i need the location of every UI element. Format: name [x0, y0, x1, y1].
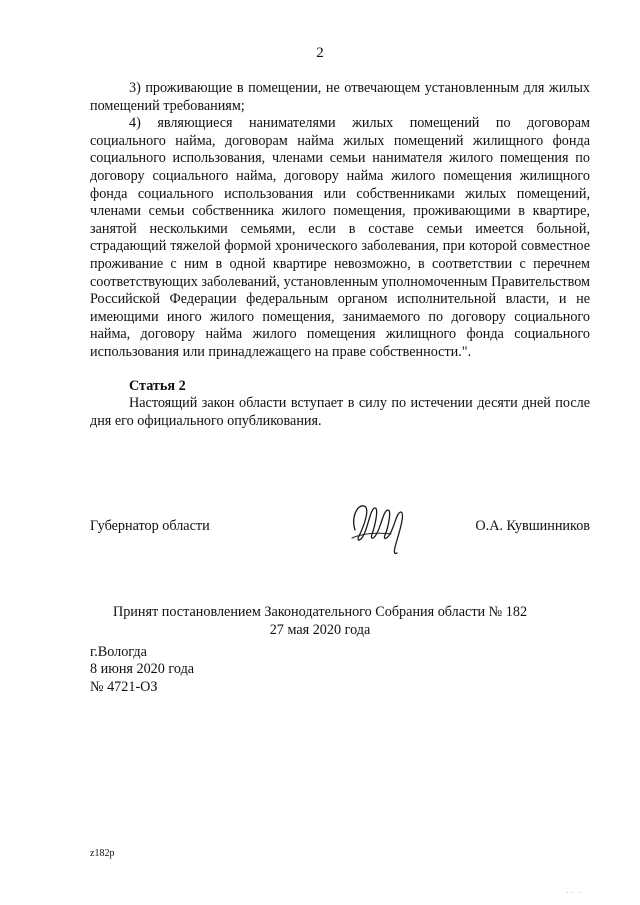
- signature-block: [90, 514, 590, 538]
- governor-title: Губернатор области: [90, 518, 210, 534]
- adoption-note: [0, 604, 640, 639]
- article-heading: Статья 2: [129, 377, 186, 394]
- page-number: 2: [316, 45, 324, 61]
- document-meta: [90, 644, 194, 696]
- article-text: Настоящий закон области вступает в силу по истечении десяти дней после дня его официального опубликования.: [90, 395, 590, 429]
- document-body: [90, 80, 590, 430]
- adoption-date: 27 мая 2020 года: [269, 621, 371, 638]
- document-code: z182p: [90, 848, 115, 859]
- handwritten-signature: [347, 498, 417, 556]
- city: г.Вологда: [90, 644, 147, 660]
- governor-name: О.А. Кувшинников: [475, 518, 590, 534]
- corner-mark: ·· ·: [566, 889, 583, 897]
- paragraph-item-3: 3) проживающие в помещении, не отвечающем установленным для жилых помещений требованиям;: [90, 80, 590, 114]
- adoption-resolution: Принят постановлением Законодательного Собрания области № 182: [112, 604, 528, 620]
- signing-date: 8 июня 2020 года: [90, 661, 195, 678]
- law-number: № 4721-ОЗ: [90, 678, 158, 695]
- paragraph-item-4: 4) являющиеся нанимателями жилых помещений по договорам социального найма, договорам найма жилых помещений жилищного фонда социального использования, членами семьи нанимателя жилого помещения по договору социального найма, договору найма жилого помещения жилищного фонда социального использования или собственниками жилых помещений, членами семьи собственника жилого помещения, проживающими в квартире, занятой несколькими семьями, если в составе семьи имеется больной, страдающий тяжелой формой хронического заболевания, при которой совместное проживание с ним в одной квартире невозможно, в соответствии с перечнем соответствующих заболеваний, установленным уполномоченным Правительством Российской Федерации федеральным органом исполнительной власти, и не имеющими иного жилого помещения, занимаемого по договору социального найма, договору найма жилого помещения жилищного фонда социального использования или принадлежащего на праве собственности.".: [90, 115, 590, 360]
